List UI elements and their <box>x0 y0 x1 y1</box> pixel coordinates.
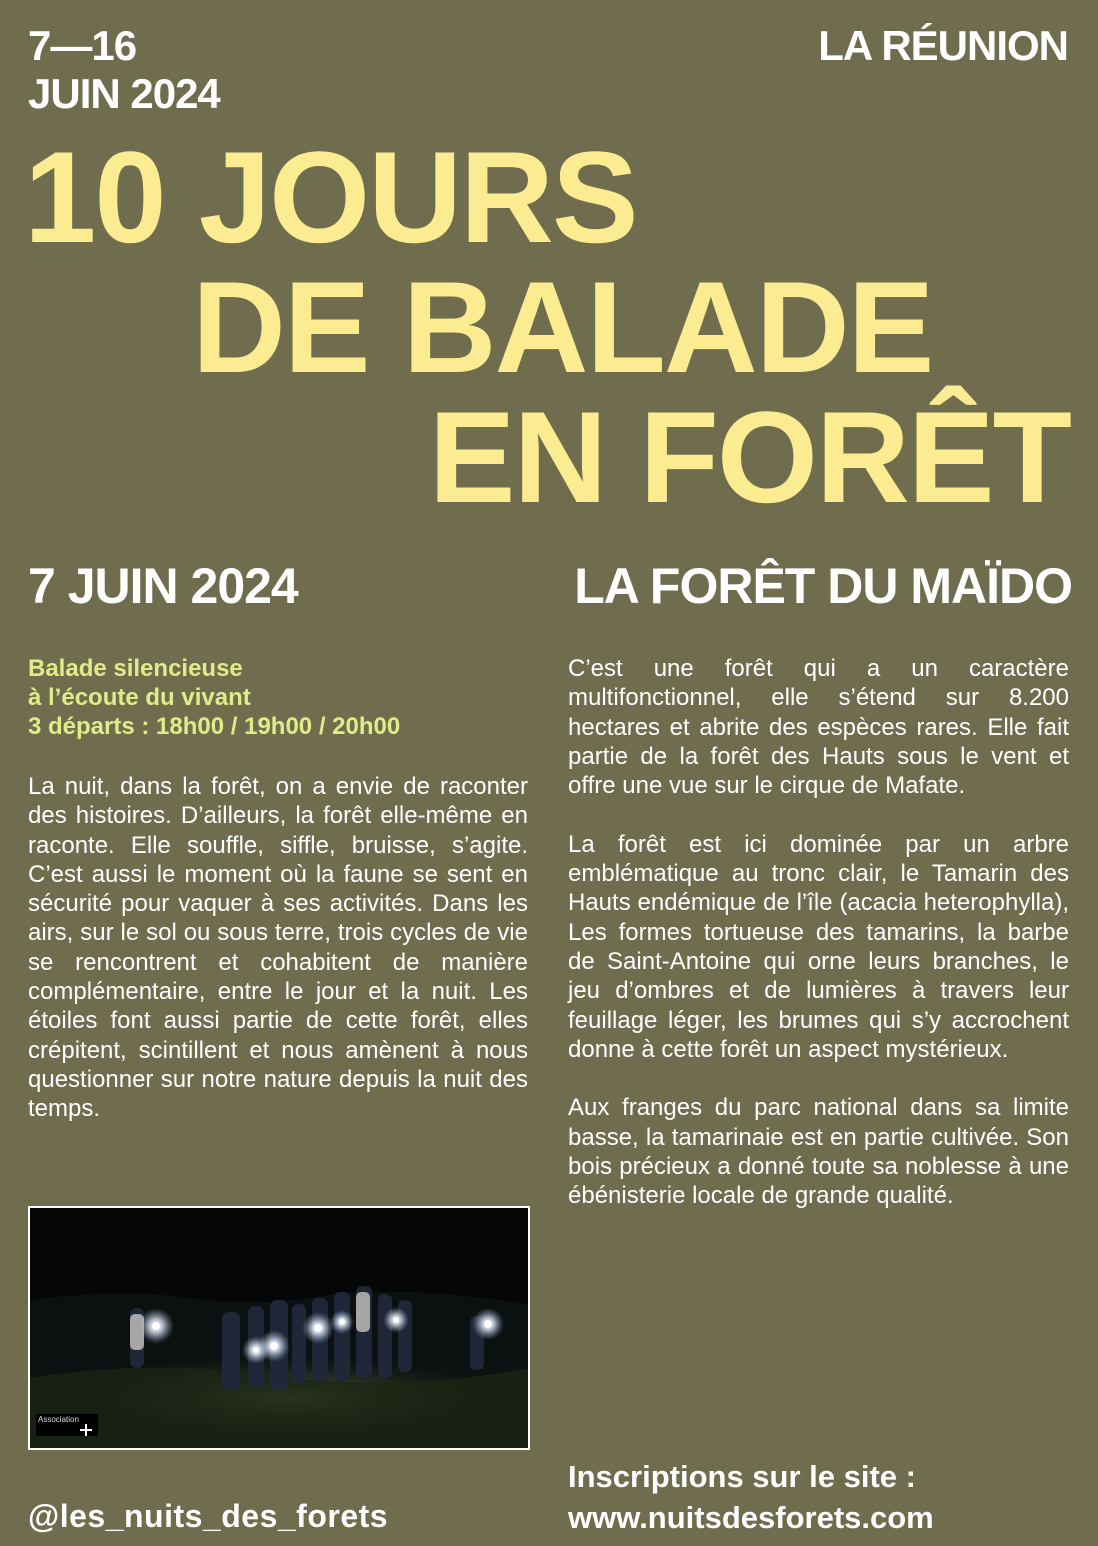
description-paragraph-1: C’est une forêt qui a un caractère multifonctionnel, elle s’étend sur 8.200 hectares et abrite des espèces rares. Elle fait partie de la forêt des Hauts sous le vent et offre une vue sur le cirque de Mafate. <box>568 655 1069 800</box>
description-left: La nuit, dans la forêt, on a envie de raconter des histoires. D’ailleurs, la forêt elle-même en raconte. Elle souffle, siffle, bruisse, s’agite. C’est aussi le moment où la faune se sent en sécurité pour vaquer à ses activités. Dans les airs, sur le sol ou sous terre, trois cycles de vie se rencontrent et cohabitent de manière complémentaire, entre le jour et la nuit. Les étoiles font aussi partie de cette forêt, elles crépitent, scintillent et nous amènent à nous questionner sur notre nature depuis la nuit des temps. <box>28 773 528 1123</box>
signup-label: Inscriptions sur le site : <box>568 1459 916 1494</box>
dates-month-year: JUIN 2024 <box>28 70 220 117</box>
event-tagline <box>28 654 528 741</box>
tagline-departures: 3 départs : 18h00 / 19h00 / 20h00 <box>28 713 401 740</box>
event-location: LA FORÊT DU MAÏDO <box>574 558 1072 614</box>
signup-url[interactable]: www.nuitsdesforets.com <box>568 1500 934 1535</box>
night-walk-photo <box>28 1206 530 1450</box>
description-paragraph-2: La forêt est ici dominée par un arbre emblématique au tronc clair, le Tamarin des Hauts endémique de l’île (acacia heterophylla), Les formes tortueuse des tamarins, la barbe de Saint-Antoine qui orne leurs branches, le jeu d’ombres et de lumières à travers leur feuillage léger, les brumes qui s’y accrochent donne à cette forêt un aspect mystérieux. <box>568 830 1069 1063</box>
description-paragraph-3: Aux franges du parc national dans sa limite basse, la tamarinaie est en partie cultivée. Son bois précieux a donné toute sa noblesse à une ébénisterie locale de grande qualité. <box>568 1094 1069 1210</box>
dates-range: 7—16 <box>28 22 137 69</box>
social-handle: @les_nuits_des_forets <box>28 1498 389 1534</box>
headline <box>24 124 1070 530</box>
headline-line-2: DE BALADE <box>192 254 933 400</box>
headline-line-3: EN FORÊT <box>428 384 1070 530</box>
event-dates <box>28 22 220 118</box>
tagline-subtitle: à l’écoute du vivant <box>28 684 251 711</box>
tagline-title: Balade silencieuse <box>28 655 243 682</box>
description-right <box>568 654 1069 1240</box>
photo-watermark: Association <box>38 1415 79 1424</box>
signup-info <box>568 1456 934 1538</box>
event-date: 7 JUIN 2024 <box>28 558 298 614</box>
headline-line-1: 10 JOURS <box>24 124 637 270</box>
region-label: LA RÉUNION <box>818 22 1068 69</box>
